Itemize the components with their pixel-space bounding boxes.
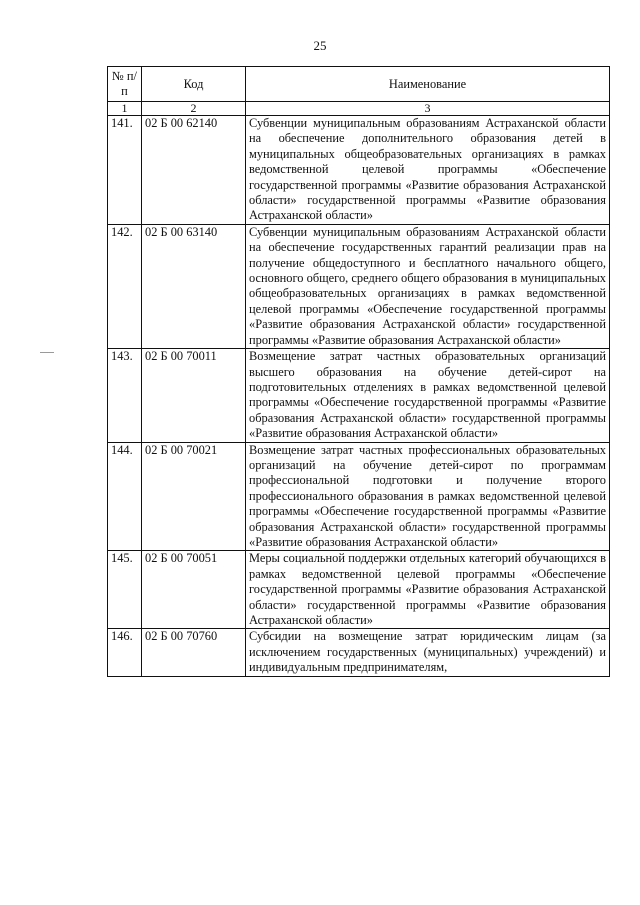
- table-row: [108, 551, 610, 629]
- row-name: Меры социальной поддержки отдельных категорий обучающихся в рамках ведомственной целевой программы «Обеспечение государственной программы «Развитие образования Астраханской области» государственной программы «Развитие образования Астраханской области»: [246, 551, 610, 629]
- column-index-row: [108, 102, 610, 116]
- row-code: 02 Б 00 70051: [142, 551, 246, 629]
- scan-margin-mark: [40, 352, 54, 353]
- page-number: 25: [313, 38, 327, 53]
- row-code: 02 Б 00 70760: [142, 629, 246, 676]
- table-row: [108, 629, 610, 676]
- row-name: Субвенции муниципальным образованиям Астраханской области на обеспечение государственных гарантий реализации прав на получение общедоступного и бесплатного начального общего, основного общего, среднего общего образования в муниципальных общеобразовательных организациях в рамках ведомственной целевой программы «Обеспечение государственной программы «Развитие образования Астраханской области» государственной программы «Развитие образования Астраханской области»: [246, 224, 610, 348]
- row-name: Субвенции муниципальным образованиям Астраханской области на обеспечение дополнительного образования детей в муниципальных общеобразовательных организациях в рамках ведомственной целевой программы «Обеспечение государственной программы «Развитие образования Астраханской области» государственной программы «Развитие образования Астраханской области»: [246, 116, 610, 225]
- budget-classification-table: [107, 66, 610, 677]
- table-row: [108, 442, 610, 551]
- table-row: [108, 116, 610, 225]
- row-code: 02 Б 00 62140: [142, 116, 246, 225]
- column-index-1: 1: [108, 102, 142, 116]
- header-number: № п/п: [108, 67, 142, 102]
- row-number: 143.: [108, 349, 142, 442]
- row-name: Субсидии на возмещение затрат юридическим лицам (за исключением государственных (муниципальных) учреждений) и индивидуальным предпринимателям,: [246, 629, 610, 676]
- row-number: 146.: [108, 629, 142, 676]
- table-header-row: [108, 67, 610, 102]
- table-row: [108, 349, 610, 442]
- column-index-2: 2: [142, 102, 246, 116]
- header-name: Наименование: [246, 67, 610, 102]
- row-name: Возмещение затрат частных образовательных организаций высшего образования на обучение детей-сирот на подготовительных отделениях в рамках ведомственной целевой программы «Обеспечение государственной программы «Развитие образования Астраханской области» государственной программы «Развитие образования Астраханской области»: [246, 349, 610, 442]
- row-number: 145.: [108, 551, 142, 629]
- row-code: 02 Б 00 70011: [142, 349, 246, 442]
- row-code: 02 Б 00 63140: [142, 224, 246, 348]
- row-code: 02 Б 00 70021: [142, 442, 246, 551]
- row-number: 142.: [108, 224, 142, 348]
- row-name: Возмещение затрат частных профессиональных образовательных организаций на обучение детей-сирот по программам профессиональной подготовки и получение второго профессионального образования в рамках ведомственной целевой программы «Обеспечение государственной программы «Развитие образования Астраханской области» государственной программы «Развитие образования Астраханской области»: [246, 442, 610, 551]
- row-number: 144.: [108, 442, 142, 551]
- header-code: Код: [142, 67, 246, 102]
- table-row: [108, 224, 610, 348]
- row-number: 141.: [108, 116, 142, 225]
- column-index-3: 3: [246, 102, 610, 116]
